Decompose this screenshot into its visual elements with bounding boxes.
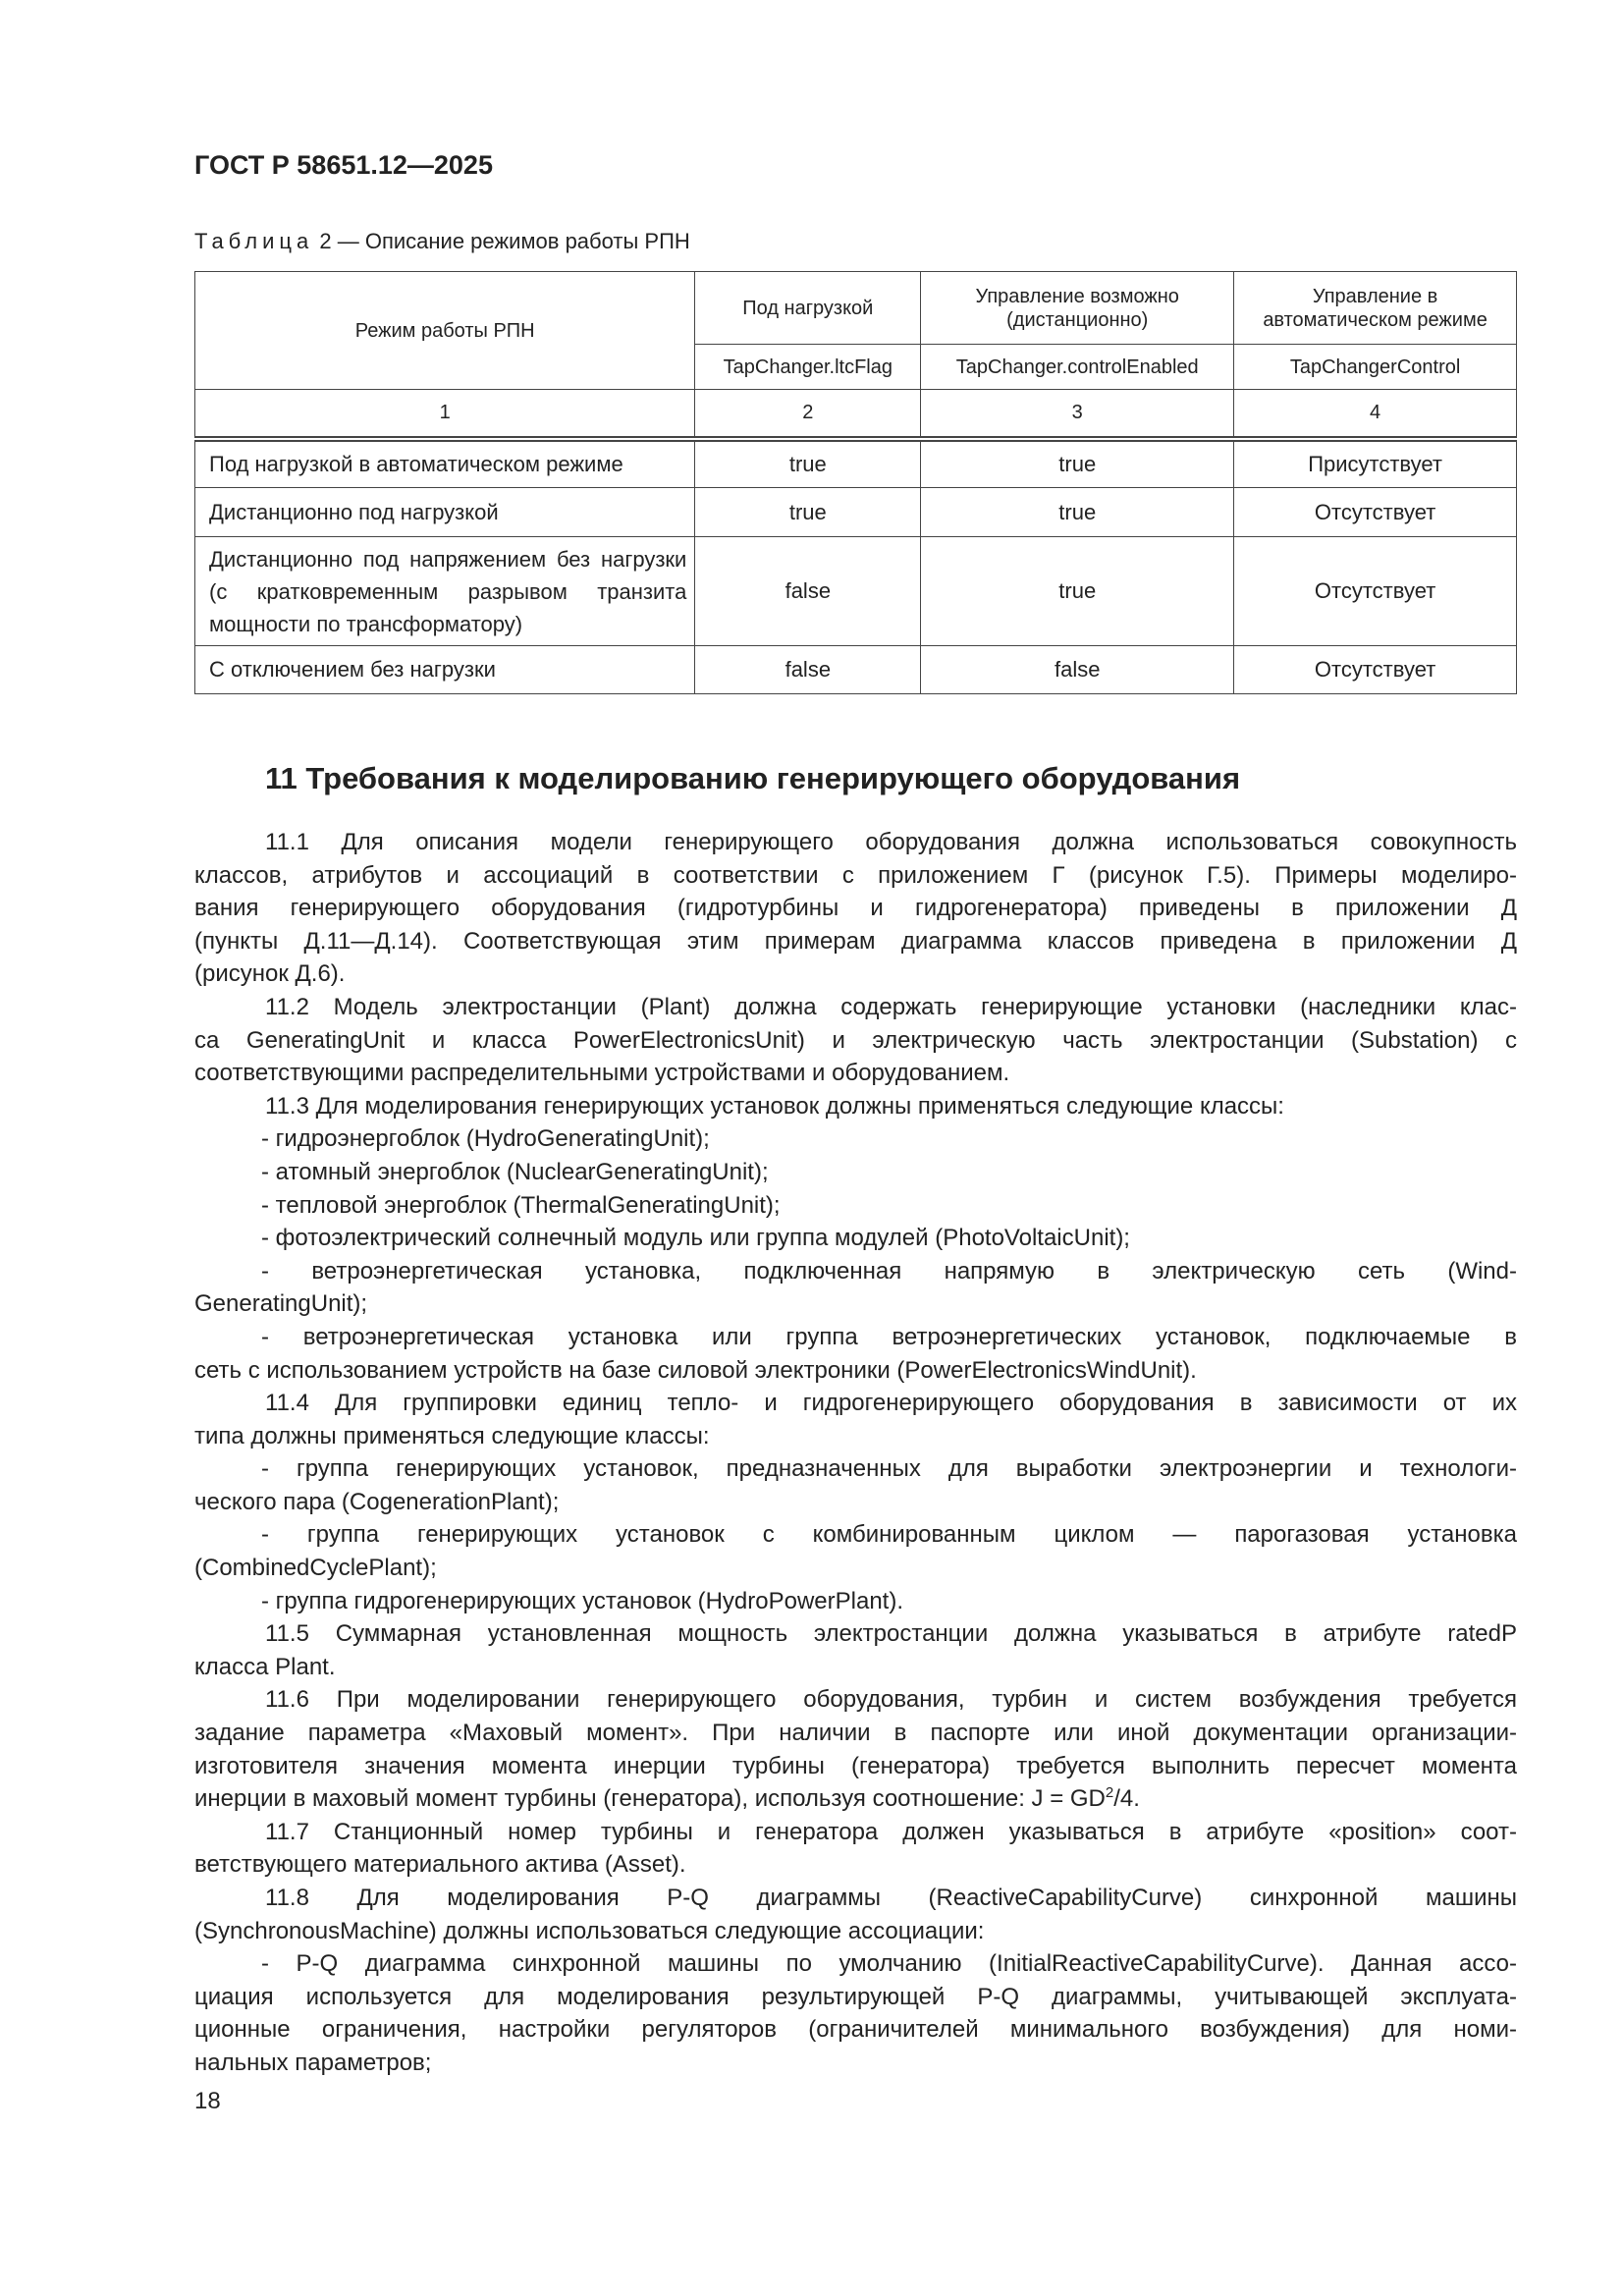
text-line: 11.2 Модель электростанции (Plant) должна содержать генерирующие установки (наследники клас- bbox=[265, 993, 1517, 1020]
mode-cell: Дистанционно под нагрузкой bbox=[195, 488, 695, 537]
list-item: - ветроэнергетическая установка или группа ветроэнергетических установок, подключаемые в bbox=[261, 1323, 1517, 1350]
text-line: вания генерирующего оборудования (гидротурбины и гидрогенератора) приведены в приложении Д bbox=[194, 895, 1517, 922]
list-item: - группа генерирующих установок с комбинированным циклом — парогазовая установка bbox=[261, 1521, 1517, 1549]
table-row bbox=[195, 439, 1517, 488]
column-header: Управление возможно (дистанционно) bbox=[921, 272, 1234, 345]
text-line: ческого пара (CogenerationPlant); bbox=[194, 1488, 560, 1515]
cell: true bbox=[921, 488, 1234, 537]
text-line: типа должны применяться следующие классы: bbox=[194, 1422, 710, 1449]
table-caption bbox=[194, 229, 690, 254]
cell: false bbox=[921, 646, 1234, 694]
text-line: циация используется для моделирования результирующей P-Q диаграммы, учитывающей эксплуата- bbox=[194, 1983, 1517, 2010]
column-number: 4 bbox=[1234, 390, 1517, 439]
attribute-header: TapChangerControl bbox=[1234, 345, 1517, 390]
text-line: ционные ограничения, настройки регуляторов (ограничителей минимального возбуждения) для номи- bbox=[194, 2016, 1517, 2044]
list-item: - атомный энергоблок (NuclearGeneratingUnit); bbox=[261, 1158, 769, 1185]
column-number: 3 bbox=[921, 390, 1234, 439]
list-item: - гидроэнергоблок (HydroGeneratingUnit); bbox=[261, 1125, 710, 1153]
list-item: - ветроэнергетическая установка, подключенная напрямую в электрическую сеть (Wind- bbox=[261, 1257, 1517, 1285]
list-item: - группа генерирующих установок, предназначенных для выработки электроэнергии и технологи- bbox=[261, 1455, 1517, 1483]
text-line: (CombinedCyclePlant); bbox=[194, 1555, 437, 1582]
cell: true bbox=[921, 439, 1234, 488]
cell: false bbox=[695, 646, 921, 694]
mode-cell: Под нагрузкой в автоматическом режиме bbox=[195, 439, 695, 488]
cell: Отсутствует bbox=[1234, 537, 1517, 646]
section-heading: 11 Требования к моделированию генерирующего оборудования bbox=[265, 761, 1241, 795]
list-item: - фотоэлектрический солнечный модуль или группа модулей (PhotoVoltaicUnit); bbox=[261, 1225, 1130, 1252]
mode-cell: С отключением без нагрузки bbox=[195, 646, 695, 694]
cell: Отсутствует bbox=[1234, 488, 1517, 537]
text-line: классов, атрибутов и ассоциаций в соответствии с приложением Г (рисунок Г.5). Примеры моделиро- bbox=[194, 861, 1517, 889]
section-body bbox=[194, 826, 1517, 2080]
text-line: задание параметра «Маховый момент». При наличии в паспорте или иной документации организации- bbox=[194, 1720, 1517, 1747]
text-line: 11.8 Для моделирования P-Q диаграммы (ReactiveCapabilityCurve) синхронной машины bbox=[265, 1885, 1517, 1911]
text-line: 11.7 Станционный номер турбины и генератора должен указываться в атрибуте «position» соот- bbox=[265, 1818, 1517, 1845]
text-line: класса Plant. bbox=[194, 1653, 336, 1680]
list-item: - тепловой энергоблок (ThermalGeneratingUnit); bbox=[261, 1191, 781, 1219]
text-line: 11.1 Для описания модели генерирующего оборудования должна использоваться совокупность bbox=[265, 829, 1517, 855]
cell: Отсутствует bbox=[1234, 646, 1517, 694]
text-line: (пункты Д.11—Д.14). Соответствующая этим примерам диаграмма классов приведена в приложении Д bbox=[194, 927, 1517, 955]
text-line: 11.6 При моделировании генерирующего оборудования, турбин и систем возбуждения требуется bbox=[265, 1686, 1517, 1714]
column-header: Управление в автоматическом режиме bbox=[1234, 272, 1517, 345]
text-line: ветствующего материального актива (Asset). bbox=[194, 1851, 686, 1879]
list-item: - P-Q диаграмма синхронной машины по умолчанию (InitialReactiveCapabilityCurve). Данная ассо- bbox=[261, 1950, 1517, 1978]
column-number-row bbox=[195, 390, 1517, 439]
text-line: соответствующими распределительными устройствами и оборудованием. bbox=[194, 1060, 1010, 1087]
cell: true bbox=[921, 537, 1234, 646]
column-header: Режим работы РПН bbox=[195, 272, 695, 390]
formula-line bbox=[194, 1782, 1517, 1816]
page-number: 18 bbox=[194, 2088, 221, 2114]
mode-cell: Дистанционно под напряжением без нагрузки (с кратковременным разрывом транзита мощности по трансформатору) bbox=[195, 537, 695, 646]
cell: false bbox=[695, 537, 921, 646]
column-number: 1 bbox=[195, 390, 695, 439]
formula-exponent: 2 bbox=[1105, 1784, 1114, 1802]
text-line: GeneratingUnit); bbox=[194, 1290, 368, 1318]
text-line: (рисунок Д.6). bbox=[194, 960, 346, 988]
cell: Присутствует bbox=[1234, 439, 1517, 488]
cell: true bbox=[695, 488, 921, 537]
attribute-header: TapChanger.ltcFlag bbox=[695, 345, 921, 390]
cell: true bbox=[695, 439, 921, 488]
text-line: са GeneratingUnit и класса PowerElectronicsUnit) и электрическую часть электростанции (Substation) с bbox=[194, 1026, 1517, 1054]
text-line: 11.3 Для моделирования генерирующих установок должны применяться следующие классы: bbox=[265, 1092, 1284, 1120]
list-item: - группа гидрогенерирующих установок (HydroPowerPlant). bbox=[261, 1587, 903, 1614]
text-line: 11.4 Для группировки единиц тепло- и гидрогенерирующего оборудования в зависимости от их bbox=[265, 1390, 1517, 1417]
tap-changer-modes-table bbox=[194, 271, 1517, 694]
text-line: (SynchronousMachine) должны использоваться следующие ассоциации: bbox=[194, 1917, 985, 1944]
table-caption-title: 2 — Описание режимов работы РПН bbox=[319, 229, 690, 253]
text-line: нальных параметров; bbox=[194, 2049, 432, 2076]
text-line: сеть с использованием устройств на базе силовой электроники (PowerElectronicsWindUnit). bbox=[194, 1356, 1197, 1384]
formula-text: инерции в маховый момент турбины (генератора), используя соотношение: J = GD bbox=[194, 1785, 1106, 1813]
text-line: изготовителя значения момента инерции турбины (генератора) требуется выполнить пересчет момента bbox=[194, 1752, 1517, 1779]
table-row bbox=[195, 488, 1517, 537]
text-line: 11.5 Суммарная установленная мощность электростанции должна указываться в атрибуте ratedP bbox=[265, 1620, 1517, 1648]
column-number: 2 bbox=[695, 390, 921, 439]
table-row bbox=[195, 646, 1517, 694]
table-header-row bbox=[195, 272, 1517, 345]
column-header: Под нагрузкой bbox=[695, 272, 921, 345]
table-caption-word: Таблица bbox=[194, 229, 314, 253]
table-row bbox=[195, 537, 1517, 646]
document-id: ГОСТ Р 58651.12—2025 bbox=[194, 150, 493, 180]
formula-tail: /4. bbox=[1113, 1785, 1140, 1813]
attribute-header: TapChanger.controlEnabled bbox=[921, 345, 1234, 390]
